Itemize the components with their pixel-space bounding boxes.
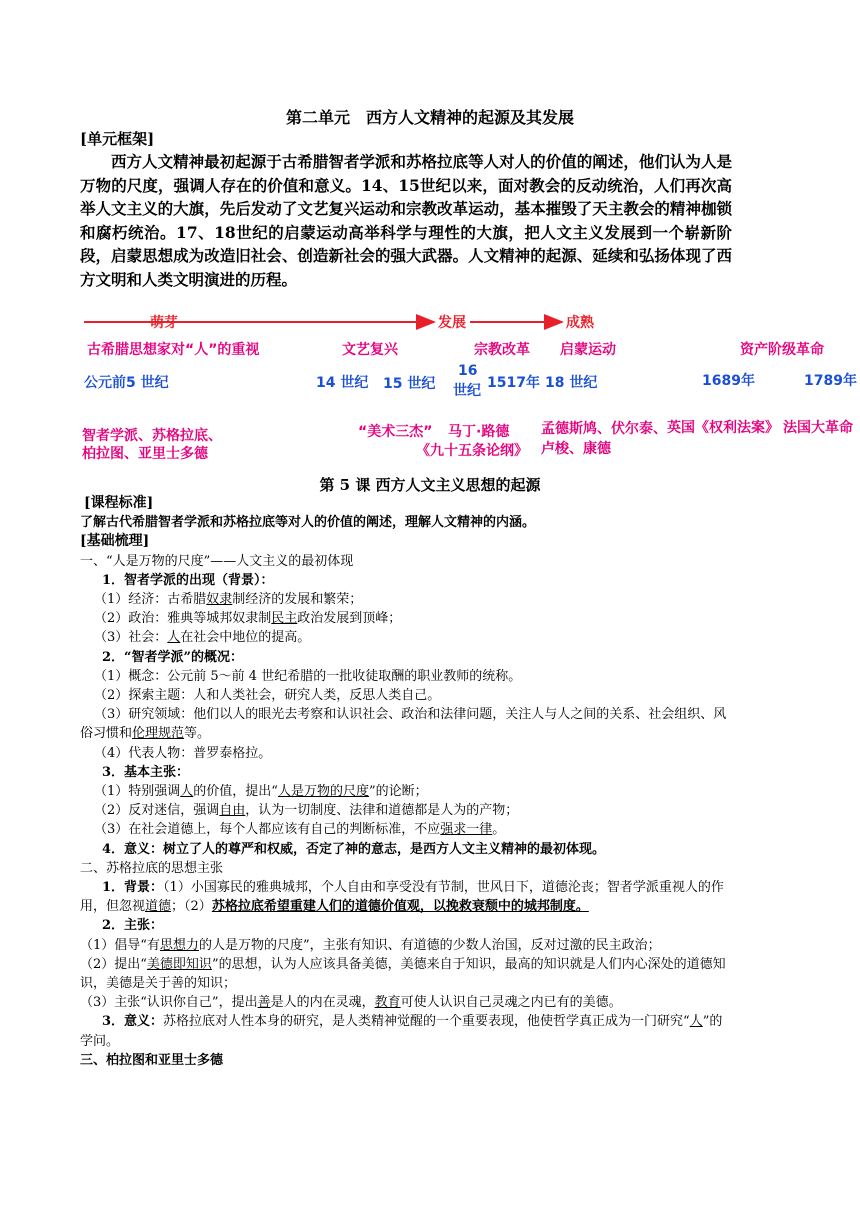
s1-overview-title: 2．“智者学派”的概况： <box>102 649 244 665</box>
unit-intro-text: 西方人文精神最初起源于古希腊智者学派和苏格拉底等人对人的价值的阐述，他们认为人是万物的尺度，强调人存在的价值和意义。14、15世纪以来，面对教会的反动统治，人们再次高举人文主义的大旗，先后发动了文艺复兴运动和宗教改革运动，基本摧毁了天主教会的精神枷锁和腐朽统治。17、18世纪的启蒙运动高举科学与理性的大旗，把人文主义发展到一个崭新阶段，启蒙思想成为改造旧社会、创造新社会的强大武器。人文精神的起源、延续和弘扬体现了西方文明和人类文明演进的历程。 <box>80 152 732 289</box>
stage-development: 发展 <box>438 315 466 331</box>
s1-overview-concept: （1）概念：公元前 5～前 4 世纪希腊的一批收徒取酬的职业教师的统称。 <box>94 668 522 684</box>
event-bourgeois-revolution: 资产阶级革命 <box>740 342 824 358</box>
s2-claims-3: （3）主张“认识你自己”，提出善是人的内在灵魂，教育可使人认识自己灵魂之内已有的美德。 <box>80 995 622 1011</box>
time-14th-century: 14 世纪 <box>316 375 369 391</box>
s1-overview-fields: （3）研究领域：他们以人的眼光去考察和认识社会、政治和法律问题，关注人与人之间的关系、社会组织、风俗习惯和伦理规范等。 <box>80 707 727 742</box>
time-1517: 1517年 <box>487 375 540 391</box>
s1-background-politics: （2）政治：雅典等城邦奴隶制民主政治发展到顶峰； <box>94 611 402 627</box>
time-16-century: 世纪 <box>453 383 481 399</box>
section-2-title: 二、苏格拉底的思想主张 <box>80 860 224 876</box>
basics-heading: [基础梳理] <box>80 533 150 550</box>
event-reformation: 宗教改革 <box>474 342 530 358</box>
unit-title: 第二单元 西方人文精神的起源及其发展 <box>285 108 574 127</box>
event-greek: 古希腊思想家对“人”的重视 <box>87 342 260 358</box>
time-16-number: 16 <box>458 363 478 379</box>
stage-mature: 成熟 <box>566 315 594 331</box>
people-greek-1: 智者学派、苏格拉底、 <box>82 428 222 444</box>
event-renaissance: 文艺复兴 <box>342 342 398 358</box>
s1-claims-2: （2）反对迷信，强调自由，认为一切制度、法律和道德都是人为的产物； <box>94 803 519 819</box>
people-ninety-five-theses: 《九十五条论纲》 <box>416 443 528 459</box>
time-15th-century: 15 世纪 <box>383 376 436 392</box>
s2-significance: 3．意义：苏格拉底对人性本身的研究，是人类精神觉醒的一个重要表现，他使哲学真正成为一门研究“人”的学问。 <box>80 1014 723 1049</box>
people-french-revolution: 法国大革命 <box>783 420 853 436</box>
people-enlightenment-2: 卢梭、康德 <box>541 441 611 457</box>
s2-claims-title: 2．主张： <box>102 918 164 934</box>
section-1-title: 一、“人是万物的尺度”——人文主义的最初体现 <box>80 553 354 569</box>
people-greek-2: 柏拉图、亚里士多德 <box>82 446 208 462</box>
time-1689: 1689年 <box>702 373 755 389</box>
s1-background-title: 1．智者学派的出现（背景）： <box>102 572 274 588</box>
people-martin-luther: 马丁·路德 <box>448 424 510 440</box>
people-bill-of-rights: 英国《权利法案》 <box>667 420 779 436</box>
stage-budding: 萌芽 <box>150 315 178 331</box>
time-1789: 1789年 <box>804 373 857 389</box>
s1-claims-1: （1）特别强调人的价值，提出“人是万物的尺度”的论断； <box>94 784 428 800</box>
people-three-masters: “美术三杰” <box>358 424 433 440</box>
s1-background-economy: （1）经济：古希腊奴隶制经济的发展和繁荣； <box>94 592 363 608</box>
s2-claims-2: （2）提出“美德即知识”的思想，认为人应该具备美德，美德来自于知识，最高的知识就是人们内心深处的道德知识，美德是关于善的知识； <box>80 956 726 992</box>
s1-claims-3: （3）在社会道德上，每个人都应该有自己的判断标准，不应强求一律。 <box>94 822 506 838</box>
standard-heading: [课程标准] <box>84 495 154 511</box>
lesson-content <box>80 494 732 1070</box>
time-18th-century: 18 世纪 <box>545 375 598 391</box>
event-enlightenment: 启蒙运动 <box>560 342 616 358</box>
s2-background: 1．背景：（1）小国寡民的雅典城邦，个人自由和享受没有节制，世风日下，道德沦丧；智者学派重视人的作用，但忽视道德；（2）苏格拉底希望重建人们的道德价值观，以挽救衰颓中的城邦制度。 <box>80 880 724 915</box>
lesson-title: 第 5 课 西方人文主义思想的起源 <box>319 476 541 494</box>
s1-overview-representative: （4）代表人物：普罗泰格拉。 <box>94 745 272 761</box>
s1-significance: 4．意义：树立了人的尊严和权威，否定了神的意志，是西方人文主义精神的最初体现。 <box>102 841 606 857</box>
s1-overview-theme: （2）探索主题：人和人类社会，研究人类，反思人类自己。 <box>94 688 441 704</box>
section-3-title: 三、柏拉图和亚里士多德 <box>80 1052 224 1068</box>
framework-heading: [单元框架] <box>80 130 155 148</box>
standard-text: 了解古代希腊智者学派和苏格拉底等对人的价值的阐述，理解人文精神的内涵。 <box>80 515 536 531</box>
s1-claims-title: 3．基本主张： <box>102 764 190 780</box>
time-5th-century-bc: 公元前5 世纪 <box>84 375 169 391</box>
s2-claims-1: （1）倡导“有思想力的人是万物的尺度”，主张有知识、有道德的少数人治国，反对过激的民主政治； <box>80 937 661 953</box>
people-enlightenment-1: 孟德斯鸠、伏尔泰、 <box>541 421 667 437</box>
s1-background-society: （3）社会：人在社会中地位的提高。 <box>94 630 311 646</box>
